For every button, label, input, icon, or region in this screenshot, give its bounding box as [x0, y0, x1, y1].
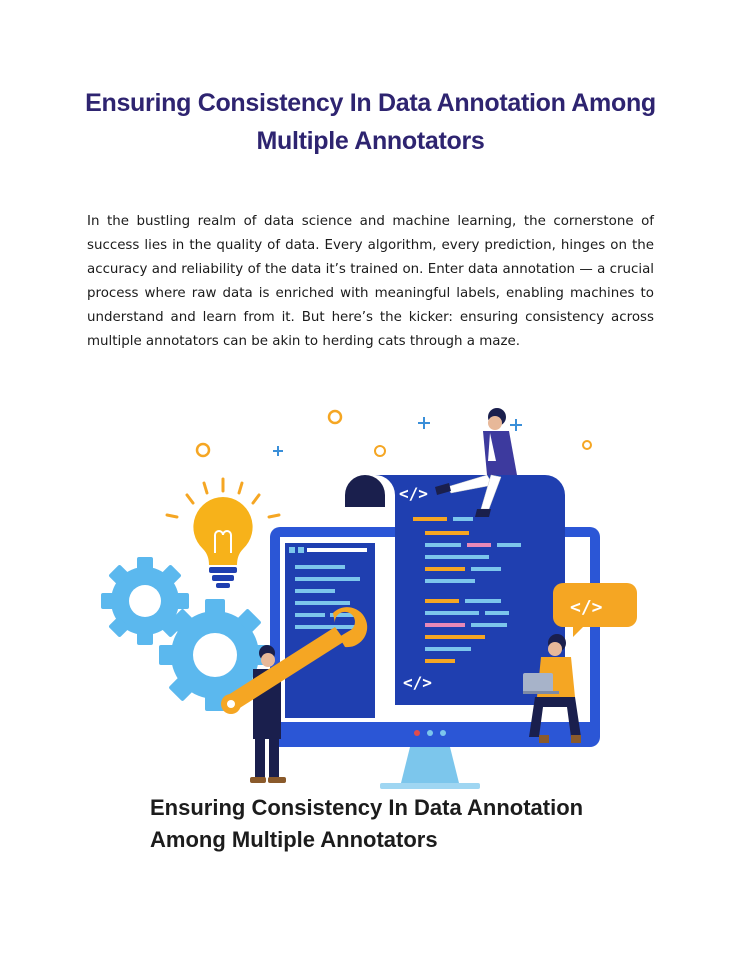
code-tag-bottom: </> — [403, 673, 432, 692]
hero-illustration — [95, 395, 655, 795]
page-title: Ensuring Consistency In Data Annotation Among Multiple Annotators — [85, 89, 656, 155]
lightbulb-icon — [167, 479, 279, 588]
illustration-caption: Ensuring Consistency In Data Annotation Among Multiple Annotators — [150, 795, 584, 852]
code-tag-top: </> — [399, 484, 428, 503]
intro-paragraph: In the bustling realm of data science and machine learning, the cornerstone of success lies in the quality of data. Every algorithm, every prediction, hinges on the accuracy and reliability of the data it’s trained on. Enter data annotation — a crucial process where raw data is enriched with meaningful labels, enabling machines to understand and learn from it. But here’s the kicker: ensuring consistency across multiple annotators can be akin to herding cats through a maze. — [87, 214, 654, 349]
decorative-sparkles — [197, 411, 591, 456]
code-bubble-text: </> — [570, 597, 603, 618]
monitor-stand — [380, 747, 480, 789]
annotation-illustration — [95, 395, 655, 795]
